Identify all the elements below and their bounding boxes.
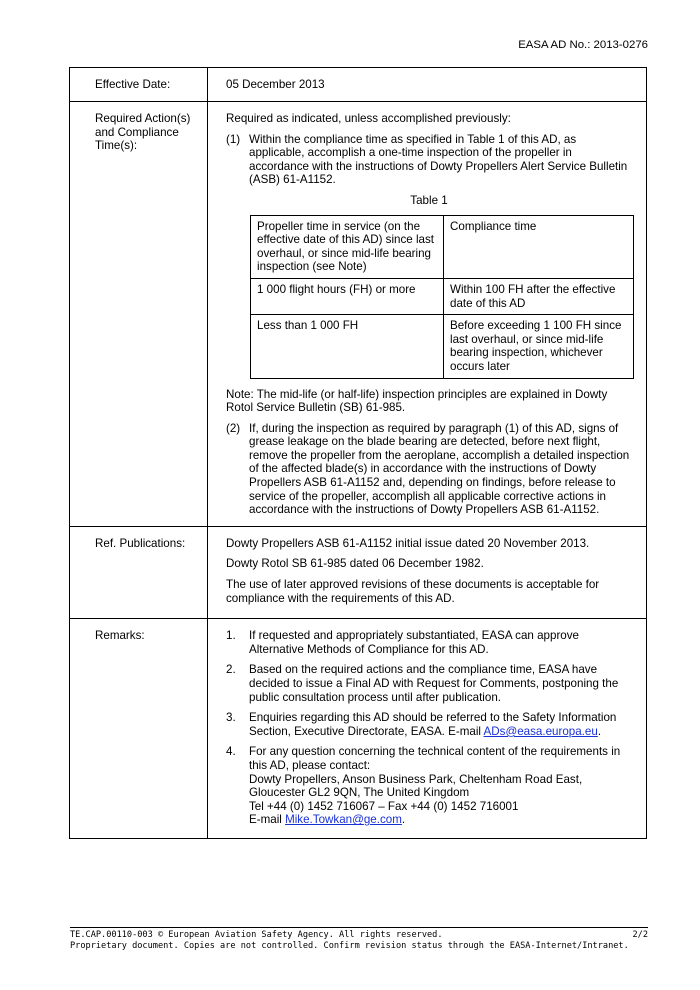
header-cell-compliance: Compliance time — [444, 215, 634, 278]
note: Note: The mid-life (or half-life) inspection principles are explained in Dowty Rotol Service Bulletin (SB) 61-985. — [226, 387, 608, 415]
effective-date-row — [70, 68, 647, 102]
ad-number: EASA AD No.: 2013-0276 — [518, 39, 648, 51]
required-actions-row — [70, 102, 647, 527]
remark-4-email-prefix: E-mail — [249, 813, 286, 827]
item-2-text: If, during the inspection as required by paragraph (1) of this AD, signs of grease leakage on the blade bearing are detected, before next flight, remove the propeller from the aeroplane, accomplish a detailed inspection of the affected blade(s) in accordance with the instructions of Dowty Propellers ASB 61-A1152 and, depending on findings, before release to service of the propeller, accomplish all applicable corrective actions in accordance with the instructions of Dowty Propellers ASB 61-A1152. — [249, 421, 630, 517]
remarks-content — [208, 619, 647, 839]
table-row — [251, 278, 634, 314]
remark-4-end: . — [401, 813, 406, 827]
ref-publications-content — [208, 526, 647, 618]
required-actions-content — [208, 102, 647, 527]
contact-email-link[interactable]: Mike.Towkan@ge.com — [285, 813, 402, 827]
remark-4-intro: For any question concerning the technical content of the requirements in this AD, please contact: — [249, 745, 621, 772]
remark-3-number: 3. — [226, 711, 236, 725]
remarks-label: Remarks: — [70, 619, 208, 839]
table-cell: Before exceeding 1 100 FH since last overhaul, or since mid-life bearing inspection, whichever occurs later — [444, 315, 634, 378]
item-1-number: (1) — [226, 132, 241, 146]
footer-divider — [70, 927, 648, 928]
item-2-number: (2) — [226, 421, 241, 435]
remark-4-email-line — [249, 813, 632, 827]
required-label-line2: and Compliance — [95, 125, 179, 139]
compliance-table — [250, 215, 634, 379]
table-cell: Less than 1 000 FH — [251, 315, 444, 378]
page-number: 2/2 — [632, 930, 648, 940]
table-row — [251, 315, 634, 378]
remark-1-number: 1. — [226, 629, 236, 643]
compliance-table-header — [251, 215, 634, 278]
table-caption: Table 1 — [410, 193, 448, 207]
remark-1 — [226, 629, 632, 656]
footer-line-2: Proprietary document. Copies are not controlled. Confirm revision status through the EASA-Internet/Intranet. — [70, 941, 629, 951]
remark-2 — [226, 663, 632, 704]
ref-pub-1: Dowty Propellers ASB 61-A1152 initial issue dated 20 November 2013. — [226, 536, 590, 550]
item-1-text: Within the compliance time as specified in Table 1 of this AD, as applicable, accomplish a one-time inspection of the propeller in accordance with the instructions of Dowty Propellers Alert Service Bulletin (ASB) 61-A1152. — [249, 132, 628, 187]
header-cell-time: Propeller time in service (on the effective date of this AD) since last overhaul, or since mid-life bearing inspection (see Note) — [251, 215, 444, 278]
remark-1-text: If requested and appropriately substantiated, EASA can approve Alternative Methods of Compliance for this AD. — [249, 629, 579, 656]
required-item-2 — [226, 422, 632, 517]
remark-3 — [226, 711, 632, 738]
remark-4 — [226, 745, 632, 827]
page-footer — [70, 927, 648, 952]
remark-4-address: Dowty Propellers, Anson Business Park, Cheltenham Road East, Gloucester GL2 9QN, The United Kingdom — [249, 772, 583, 800]
footer-copyright: TE.CAP.00110-003 © European Aviation Safety Agency. All rights reserved. — [70, 930, 443, 940]
remark-4-number: 4. — [226, 745, 236, 759]
remark-2-text: Based on the required actions and the compliance time, EASA have decided to issue a Final AD with Request for Comments, postponing the public consultation process until after publication. — [249, 663, 619, 704]
remark-3-end: . — [597, 724, 602, 738]
required-label-line3: Time(s): — [95, 139, 138, 153]
remark-4-text — [249, 745, 632, 827]
table-cell: 1 000 flight hours (FH) or more — [251, 278, 444, 314]
remarks-row — [70, 619, 647, 839]
required-item-1 — [226, 133, 632, 187]
ad-table — [69, 67, 647, 839]
ref-pub-2: Dowty Rotol SB 61-985 dated 06 December 1982. — [226, 557, 484, 571]
ref-publications-row — [70, 526, 647, 618]
remark-4-phone: Tel +44 (0) 1452 716067 – Fax +44 (0) 1452 716001 — [249, 799, 519, 813]
remark-3-text — [249, 711, 632, 738]
footer-line-1 — [70, 930, 648, 941]
ref-pub-3: The use of later approved revisions of these documents is acceptable for compliance with the requirements of this AD. — [226, 578, 600, 605]
easa-email-link[interactable]: ADs@easa.europa.eu — [483, 724, 598, 738]
required-label-line1: Required Action(s) — [95, 112, 191, 125]
required-intro: Required as indicated, unless accomplished previously: — [226, 112, 511, 125]
required-actions-label — [70, 102, 208, 527]
remark-3-body: Enquiries regarding this AD should be referred to the Safety Information Section, Executive Directorate, EASA. E-mail — [249, 711, 617, 738]
ref-publications-label: Ref. Publications: — [70, 526, 208, 618]
effective-date-value: 05 December 2013 — [208, 68, 647, 102]
remark-2-number: 2. — [226, 663, 236, 677]
table-cell: Within 100 FH after the effective date of this AD — [444, 278, 634, 314]
effective-date-label: Effective Date: — [70, 68, 208, 102]
